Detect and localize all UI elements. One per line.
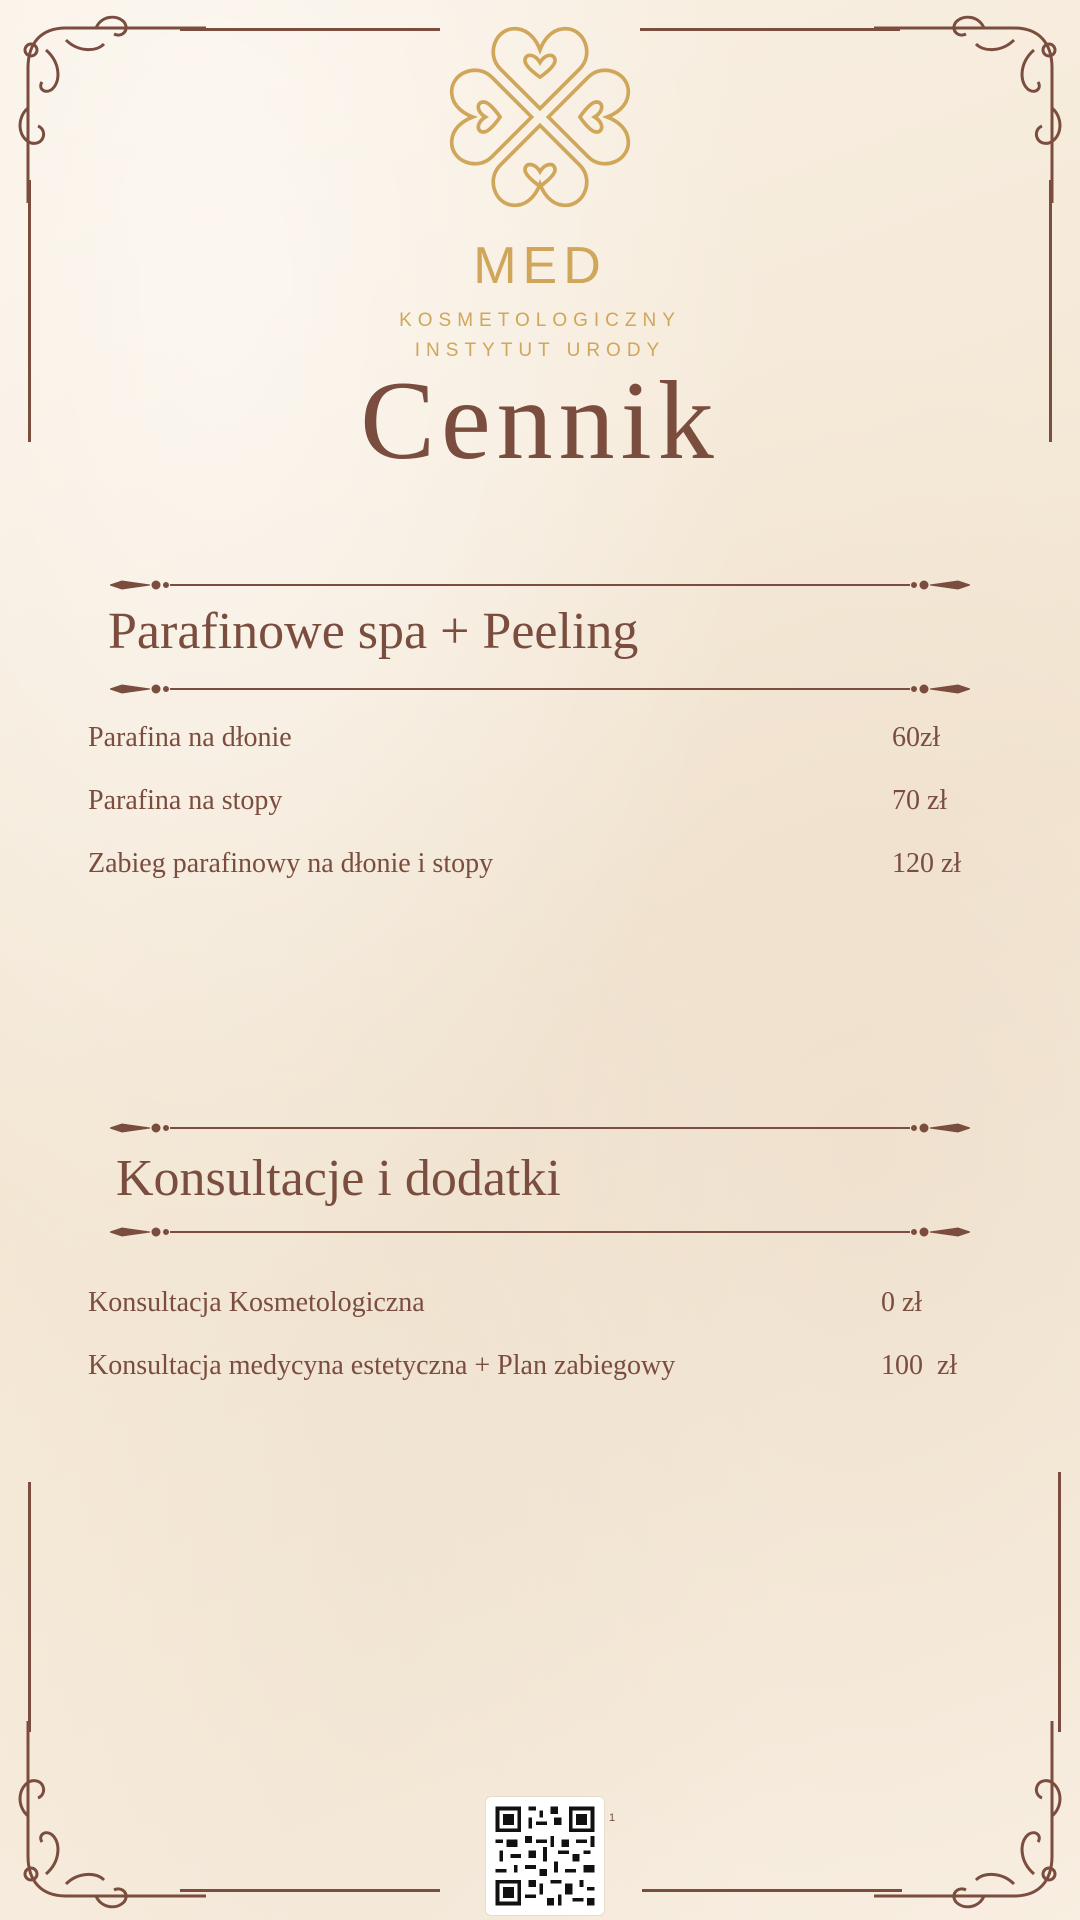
corner-ornament-bottom-left: [6, 1716, 226, 1916]
section-title-paraffin: Parafinowe spa + Peeling: [108, 603, 639, 660]
section-divider: [110, 679, 970, 699]
frame-line-bottom-right-v: [1058, 1472, 1061, 1732]
logo-subtitle-line1: KOSMETOLOGICZNY: [399, 310, 681, 331]
logo-subtitle-line2: INSTYTUT URODY: [414, 340, 666, 361]
price-item-name: Zabieg parafinowy na dłonie i stopy: [88, 848, 494, 879]
price-item-price: 0 zł: [881, 1287, 923, 1318]
section-divider: [110, 1118, 970, 1138]
brand-logo: [390, 12, 690, 361]
page-title: Cennik: [360, 359, 720, 483]
section-divider: [110, 1222, 970, 1242]
price-item-price: 100 zł: [881, 1350, 958, 1381]
price-item-name: Konsultacja Kosmetologiczna: [88, 1287, 425, 1318]
price-item-name: Konsultacja medycyna estetyczna + Plan zabiegowy: [88, 1350, 676, 1381]
corner-ornament-top-left: [6, 8, 226, 208]
price-item-name: Parafina na dłonie: [88, 722, 292, 753]
qr-code[interactable]: [485, 1796, 605, 1916]
qr-code-icon: [492, 1803, 598, 1909]
price-item-name: Parafina na stopy: [88, 785, 283, 816]
frame-line-bottom-right-h: [642, 1889, 902, 1892]
price-item-price: 120 zł: [892, 848, 962, 879]
price-item-price: 60zł: [892, 722, 941, 753]
price-item-price: 70 zł: [892, 785, 948, 816]
qr-index-label: 1: [609, 1812, 616, 1824]
corner-ornament-top-right: [854, 8, 1074, 208]
section-divider: [110, 575, 970, 595]
section-title-consultations: Konsultacje i dodatki: [116, 1150, 561, 1207]
hearts-knot-icon: [435, 12, 645, 222]
frame-line-bottom-left-h: [180, 1889, 440, 1892]
logo-name: MED: [473, 237, 607, 295]
frame-line-bottom-left-v: [28, 1482, 31, 1732]
corner-ornament-bottom-right: [854, 1716, 1074, 1916]
